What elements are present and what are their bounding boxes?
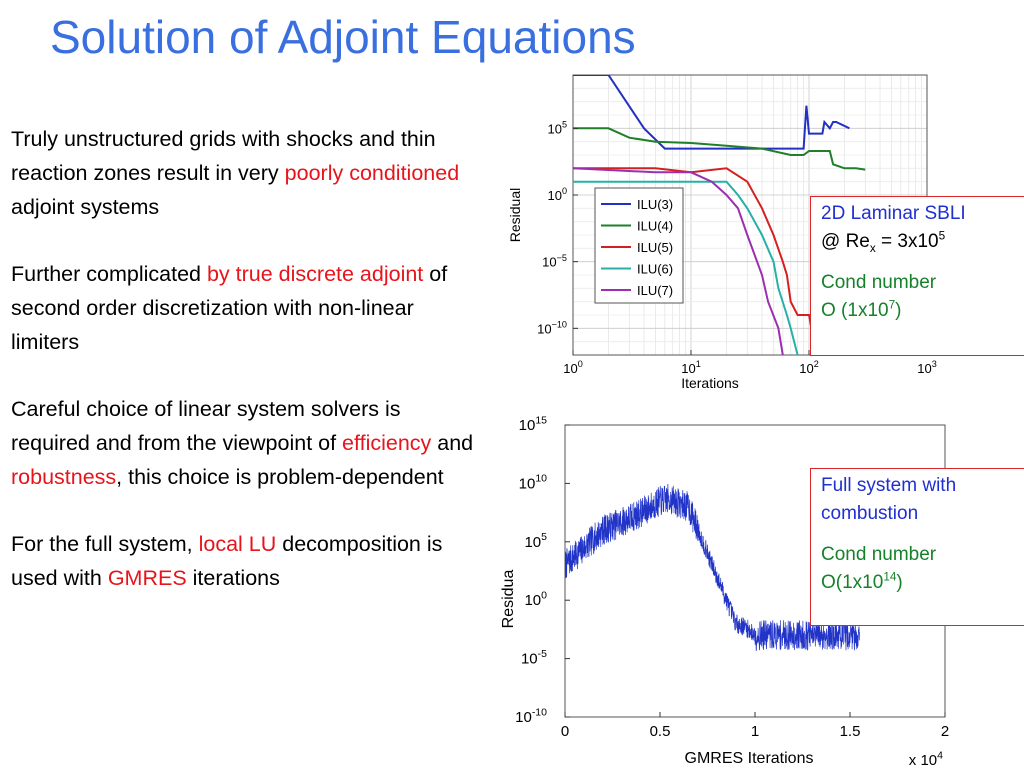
legend-label: ILU(3) [637,197,674,212]
highlight-true-discrete-adjoint: by true discrete adjoint [206,262,424,286]
x-tick-label: 1 [750,723,760,740]
x-tick-label: 2 [940,723,950,740]
x-axis-label: Iterations [681,375,739,391]
legend [595,188,683,303]
reynolds-number: @ $Re_x = 3x10^5$ [821,229,946,255]
body-text [11,122,481,628]
highlight-efficiency: efficiency [342,431,432,455]
x-axis-label: GMRES Iterations [684,750,814,767]
y-tick-label: $10^5$ [547,119,567,137]
y-tick-label: $10^{-5}$ [520,647,547,668]
x-tick-label: 1.5 [839,723,861,740]
highlight-robustness: robustness [11,465,117,489]
x-tick-label: 0.5 [649,723,671,740]
y-axis-label: Residua [500,569,517,629]
paragraph-2: Further complicated by true discrete adjoint of second order discretization with non-linear limiters [11,262,448,354]
x-tick-label: 0 [560,723,570,740]
highlight-poorly-conditioned: poorly conditioned [284,161,460,185]
y-tick-label: $10^{15}$ [518,414,547,434]
y-tick-label: $10^0$ [524,589,547,610]
legend-label: ILU(7) [637,283,674,298]
highlight-local-lu: local LU [198,532,277,556]
combustion-case-line-2: combustion [821,503,919,524]
x-tick-label: $10^2$ [799,359,819,376]
y-tick-label: $10^5$ [524,531,547,551]
paragraph-3: Careful choice of linear system solvers is required and from the viewpoint of efficiency and robustness, this choice is problem-dependent [11,397,474,489]
cond-number-label: Cond number [821,544,937,565]
y-tick-label: $10^{-5}$ [542,252,567,270]
slide-title: Solution of Adjoint Equations [50,11,636,63]
x-tick-label: $10^1$ [681,359,701,376]
legend-label: ILU(6) [637,261,674,277]
highlight-gmres: GMRES [107,566,187,590]
x-axis-multiplier: x $10^4$ [908,749,943,768]
cond-number-value: O $(1x10^7)$ [821,298,902,321]
x-tick-label: $10^3$ [917,359,937,376]
sbli-info-box [810,196,1024,356]
x-tick-label: $10^0$ [563,359,583,376]
combustion-info-box [810,468,1024,626]
y-tick-label: $10^{10}$ [518,472,547,493]
y-tick-label: $10^{-10}$ [537,319,567,337]
paragraph-1: Truly unstructured grids with shocks and thin reaction zones result in very poorly conditioned adjoint systems [11,127,460,219]
paragraph-4: For the full system, local LU decomposition is used with GMRES iterations [11,532,443,590]
y-tick-label: $10^{-10}$ [515,706,547,726]
legend-label: ILU(5) [637,240,674,255]
cond-number-value: $O(1x10^{14})$ [821,570,903,593]
cond-number-label: Cond number [821,272,937,293]
legend-label: ILU(4) [637,218,674,234]
series-line-ilu3 [573,75,849,149]
y-axis-label: Residual [507,187,523,243]
combustion-case-line-1: Full system with [821,475,957,496]
y-tick-label: $10^0$ [547,186,567,203]
sbli-case-label: 2D Laminar SBLI [821,203,966,224]
